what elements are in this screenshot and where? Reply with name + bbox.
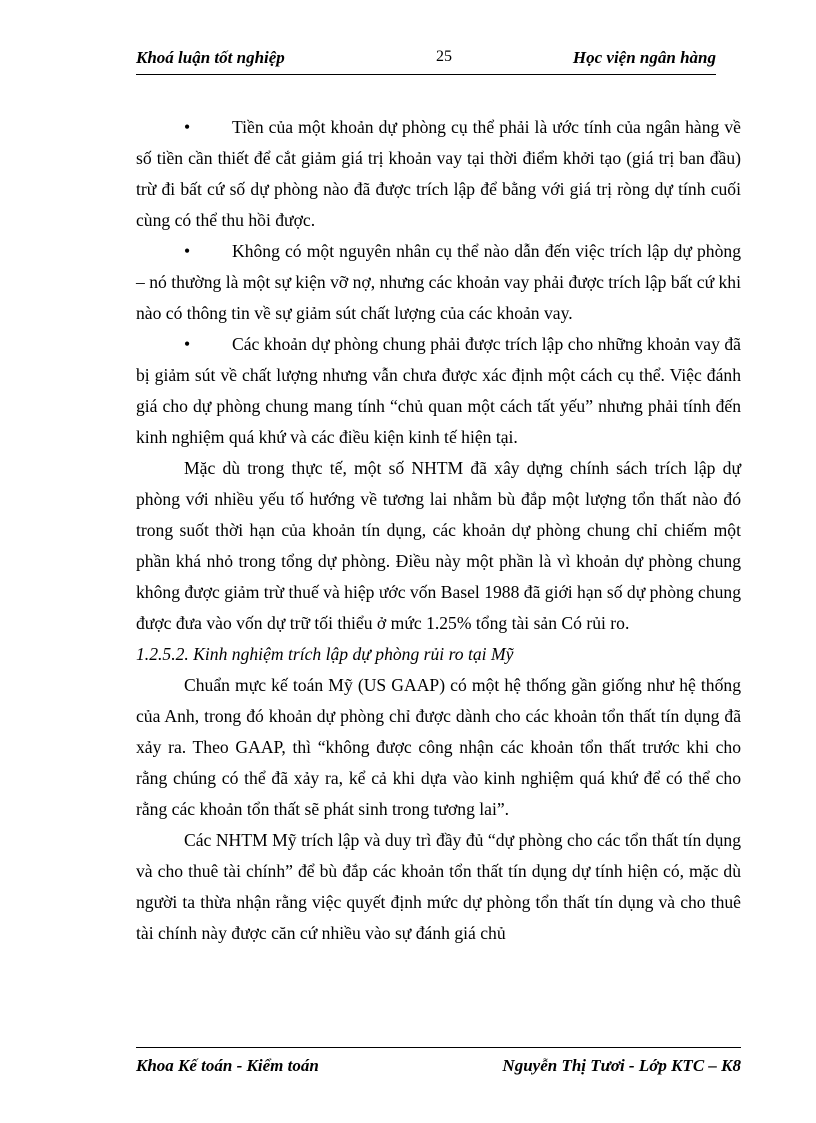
page-footer xyxy=(136,1047,741,1078)
bullet-item-1 xyxy=(136,112,741,236)
paragraph-provisions: Mặc dù trong thực tế, một số NHTM đã xây dựng chính sách trích lập dự phòng với nhiều yếu tố hướng về tương lai nhằm bù đắp một lượng tổn thất nào đó trong suốt thời hạn của khoản tín dụng, các khoản dự phòng chung chỉ chiếm một phần khá nhỏ trong tổng dự phòng. Điều này một phần là vì khoản dự phòng chung không được giảm trừ thuế và hiệp ước vốn Basel 1988 đã giới hạn số dự phòng chung được đưa vào vốn dự trữ tối thiểu ở mức 1.25% tổng tài sản Có rủi ro. xyxy=(136,458,742,633)
bullet-text-3: Các khoản dự phòng chung phải được trích lập cho những khoản vay đã bị giảm sút về chất lượng nhưng vẫn chưa được xác định một cách cụ thể. Việc đánh giá cho dự phòng chung mang tính “chủ quan một cách tất yếu” nhưng phải tính đến kinh nghiệm quá khứ và các điều kiện kinh tế hiện tại. xyxy=(136,334,741,447)
bullet-icon: • xyxy=(184,334,191,354)
footer-faculty: Khoa Kế toán - Kiểm toán xyxy=(136,1056,319,1075)
page-header xyxy=(136,48,716,75)
bullet-text-2: Không có một nguyên nhân cụ thể nào dẫn đến việc trích lập dự phòng – nó thường là một sự kiện vỡ nợ, nhưng các khoản vay phải được trích lập bất cứ khi nào có thông tin về sự giảm sút chất lượng của các khoản vay. xyxy=(136,241,741,323)
paragraph-us-banks: Các NHTM Mỹ trích lập và duy trì đầy đủ “dự phòng cho các tổn thất tín dụng và cho thuê tài chính” để bù đắp các khoản tổn thất tín dụng dự tính hiện có, mặc dù người ta thừa nhận rằng việc quyết định mức dự phòng tổn thất tín dụng và cho thuê tài chính này được căn cứ nhiều vào sự đánh giá chủ xyxy=(136,830,741,943)
header-institution: Học viện ngân hàng xyxy=(572,48,716,67)
section-heading: 1.2.5.2. Kinh nghiệm trích lập dự phòng rủi ro tại Mỹ xyxy=(136,644,514,664)
bullet-item-3 xyxy=(136,329,741,453)
header-thesis-title: Khoá luận tốt nghiệp xyxy=(136,48,285,67)
page-number: 25 xyxy=(436,48,452,65)
footer-author: Nguyễn Thị Tươi - Lớp KTC – K8 xyxy=(502,1056,741,1075)
bullet-icon: • xyxy=(184,241,191,261)
bullet-icon: • xyxy=(184,117,191,137)
bullet-text-1: Tiền của một khoản dự phòng cụ thể phải là ước tính của ngân hàng về số tiền cần thiết để cắt giảm giá trị khoản vay tại thời điểm khởi tạo (giá trị ban đầu) trừ đi bất cứ số dự phòng nào đã được trích lập để bằng với giá trị ròng dự tính cuối cùng có thể thu hồi được. xyxy=(136,117,741,230)
page-body xyxy=(136,112,741,949)
paragraph-us-gaap: Chuẩn mực kế toán Mỹ (US GAAP) có một hệ thống gần giống như hệ thống của Anh, trong đó khoản dự phòng chỉ được dành cho các khoản tổn thất tín dụng đã xảy ra. Theo GAAP, thì “không được công nhận các khoản tổn thất trước khi cho rằng chúng có thể đã xảy ra, kể cả khi dựa vào kinh nghiệm quá khứ để có thể cho rằng các khoản tổn thất sẽ phát sinh trong tương lai”. xyxy=(136,675,741,819)
bullet-item-2 xyxy=(136,236,741,329)
